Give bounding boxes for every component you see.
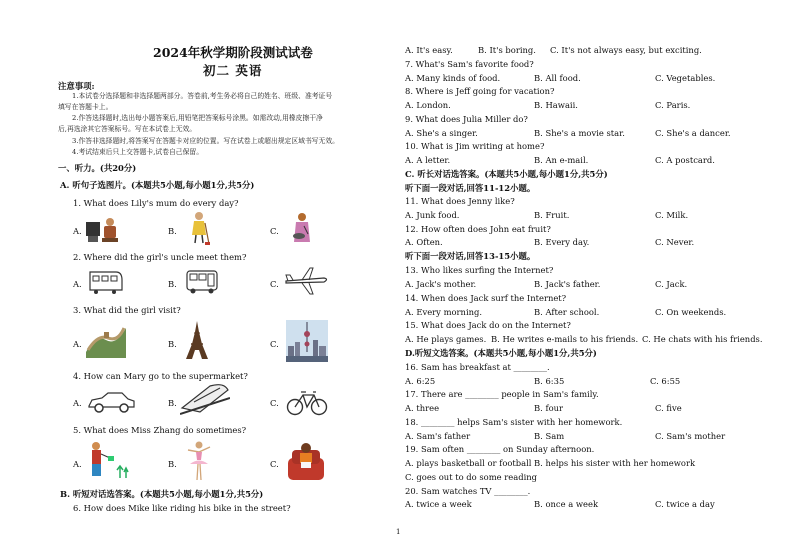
person-at-desk-icon	[84, 214, 120, 244]
option-a: A. plays basketball or football	[405, 458, 532, 468]
note-line: 4.考试结束后只上交答题卡,试卷自己保留。	[72, 148, 203, 156]
option-c: C. She's a dancer.	[655, 128, 731, 138]
section-a-heading: A. 听句子选图片。(本题共5小题,每小题1分,共5分)	[60, 180, 255, 190]
option-c: C. He chats with his friends.	[642, 334, 763, 344]
option-b: B. 6:35	[534, 376, 565, 386]
option-b: B. An e-mail.	[534, 155, 589, 165]
question-10: 10. What is Jim writing at home?	[405, 141, 545, 151]
option-c: C. Paris.	[655, 100, 691, 110]
car-icon	[86, 390, 136, 414]
question-1: 1. What does Lily's mum do every day?	[73, 198, 239, 208]
option-a: A. Every morning.	[405, 307, 483, 317]
option-b: B. Fruit.	[534, 210, 570, 220]
question-18: 18. ________ helps Sam's sister with her homework.	[405, 417, 623, 427]
option-b: B.	[168, 226, 177, 236]
woman-cooking-icon	[290, 212, 314, 246]
option-b: B. four	[534, 403, 564, 413]
question-4: 4. How can Mary go to the supermarket?	[73, 371, 248, 381]
question-14: 14. When does Jack surf the Internet?	[405, 293, 567, 303]
option-a: A.	[73, 226, 82, 236]
part1-heading: 一、听力。(共20分)	[58, 163, 137, 173]
question-13: 13. Who likes surfing the Internet?	[405, 265, 554, 275]
dialogue-1-instruction: 听下面一段对话,回答11-12小题。	[405, 183, 536, 193]
question-5: 5. What does Miss Zhang do sometimes?	[73, 425, 247, 435]
exam-title: 2024年秋学期阶段测试试卷	[153, 45, 313, 60]
section-c-heading: C. 听长对话选答案。(本题共5小题,每小题1分,共5分)	[405, 169, 608, 179]
question-3: 3. What did the girl visit?	[73, 305, 181, 315]
option-c: C. 6:55	[650, 376, 681, 386]
exam-subtitle: 初二 英语	[203, 63, 263, 78]
option-b: B. He writes e-mails to his friends.	[491, 334, 639, 344]
question-9: 9. What does Julia Miller do?	[405, 114, 528, 124]
option-b: B. Sam	[534, 431, 565, 441]
option-a: A.	[73, 459, 82, 469]
eiffel-tower-icon	[184, 320, 210, 360]
section-d-heading: D.听短文选答案。(本题共5小题,每小题1分,共5分)	[405, 348, 597, 358]
option-a: A. London.	[405, 100, 451, 110]
option-c: C.	[270, 226, 279, 236]
option-b: B. Every day.	[534, 237, 590, 247]
high-speed-train-icon	[180, 380, 230, 416]
option-c: C. Milk.	[655, 210, 689, 220]
ballet-dancer-icon	[186, 440, 212, 482]
question-16: 16. Sam has breakfast at ________.	[405, 362, 550, 372]
question-20: 20. Sam watches TV ________.	[405, 486, 531, 496]
option-a: A. Jack's mother.	[405, 279, 477, 289]
city-skyline-icon	[286, 320, 328, 362]
option-c: C.	[270, 279, 279, 289]
option-b: B. Jack's father.	[534, 279, 601, 289]
option-c: C.	[270, 339, 279, 349]
note-line: 1.本试卷分选择题和非选择题两部分。答卷前,考生务必将自己的姓名、班级、准考证号	[72, 92, 333, 100]
option-a: A.	[73, 279, 82, 289]
airplane-icon	[284, 266, 330, 296]
notes-heading: 注意事项:	[58, 81, 95, 91]
bus-icon	[184, 268, 220, 296]
option-b: B.	[168, 459, 177, 469]
woman-cleaning-icon	[188, 211, 210, 245]
section-b-heading: B. 听短对话选答案。(本题共5小题,每小题1分,共5分)	[60, 489, 264, 499]
dialogue-2-instruction: 听下面一段对话,回答13-15小题。	[405, 251, 536, 261]
watering-plants-icon	[86, 440, 134, 480]
question-6: 6. How does Mike like riding his bike in the street?	[73, 503, 291, 513]
option-a: A. He plays games.	[405, 334, 487, 344]
question-15: 15. What does Jack do on the Internet?	[405, 320, 571, 330]
option-b: B. helps his sister with her homework	[534, 458, 696, 468]
option-a: A. Many kinds of food.	[405, 73, 501, 83]
option-b: B.	[168, 279, 177, 289]
option-c: C. It's not always easy, but exciting.	[550, 45, 702, 55]
train-icon	[86, 268, 124, 296]
option-c: C. goes out to do some reading	[405, 472, 537, 482]
option-c: C. Vegetables.	[655, 73, 716, 83]
option-c: C. Never.	[655, 237, 695, 247]
question-19: 19. Sam often ________ on Sunday afternoon.	[405, 444, 595, 454]
option-b: B. After school.	[534, 307, 600, 317]
option-c: C.	[270, 398, 279, 408]
woman-reading-icon	[286, 440, 326, 482]
question-17: 17. There are ________ people in Sam's family.	[405, 389, 599, 399]
option-a: A. Often.	[405, 237, 443, 247]
option-a: A. 6:25	[405, 376, 436, 386]
question-2: 2. Where did the girl's uncle meet them?	[73, 252, 247, 262]
note-line: 2.作答选择题时,选出每小题答案后,用铅笔把答案标号涂黑。如需改动,用橡皮擦干净	[72, 114, 323, 122]
option-a: A. Sam's father	[405, 431, 471, 441]
option-a: A. She's a singer.	[405, 128, 478, 138]
option-c: C. A postcard.	[655, 155, 715, 165]
note-line: 3.作答非选择题时,将答案写在答题卡对应的位置。写在试卷上或超出规定区域书写无效。	[72, 137, 339, 145]
note-line: 后,再选涂其它答案标号。写在本试卷上无效。	[58, 125, 197, 133]
option-b: B.	[168, 398, 177, 408]
question-12: 12. How often does John eat fruit?	[405, 224, 551, 234]
option-c: C. twice a day	[655, 499, 715, 509]
bicycle-icon	[286, 388, 328, 416]
option-a: A.	[73, 339, 82, 349]
option-a: A. twice a week	[405, 499, 472, 509]
great-wall-icon	[86, 322, 126, 358]
option-b: B.	[168, 339, 177, 349]
option-a: A. three	[405, 403, 440, 413]
note-line: 填写在答题卡上。	[58, 103, 113, 111]
option-c: C. Sam's mother	[655, 431, 726, 441]
option-a: A. Junk food.	[405, 210, 460, 220]
option-c: C. five	[655, 403, 682, 413]
option-c: C.	[270, 459, 279, 469]
question-11: 11. What does Jenny like?	[405, 196, 515, 206]
option-a: A. It's easy.	[405, 45, 453, 55]
option-a: A. A letter.	[405, 155, 451, 165]
option-b: B. Hawaii.	[534, 100, 578, 110]
question-7: 7. What's Sam's favorite food?	[405, 59, 534, 69]
option-a: A.	[73, 398, 82, 408]
option-c: C. Jack.	[655, 279, 688, 289]
option-b: B. once a week	[534, 499, 599, 509]
page-number: 1	[396, 528, 401, 536]
option-b: B. She's a movie star.	[534, 128, 625, 138]
option-b: B. It's boring.	[478, 45, 536, 55]
option-b: B. All food.	[534, 73, 581, 83]
question-8: 8. Where is Jeff going for vacation?	[405, 86, 555, 96]
option-c: C. On weekends.	[655, 307, 727, 317]
